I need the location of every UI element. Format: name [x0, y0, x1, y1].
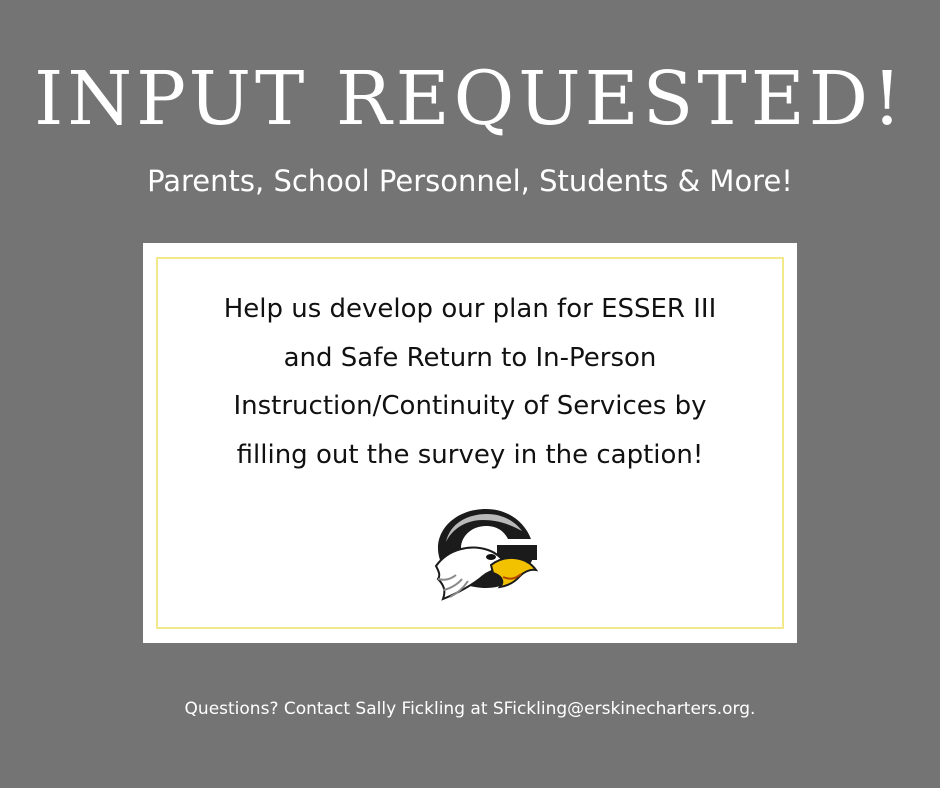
message-line: and Safe Return to In-Person	[283, 342, 657, 373]
page-title: INPUT REQUESTED!	[34, 56, 906, 142]
message-body	[158, 285, 782, 479]
page-subtitle: Parents, School Personnel, Students & More!	[147, 164, 793, 198]
message-card	[143, 243, 797, 643]
contact-footer: Questions? Contact Sally Fickling at SFickling@erskinecharters.org.	[184, 699, 756, 719]
g-eagle-logo-icon	[428, 499, 544, 609]
message-line: Instruction/Continuity of Services by	[233, 391, 707, 421]
message-line: Help us develop our plan for ESSER III	[223, 294, 717, 324]
message-line: filling out the survey in the caption!	[236, 439, 704, 470]
eagle-eye	[486, 554, 496, 560]
message-card-border	[156, 257, 784, 629]
